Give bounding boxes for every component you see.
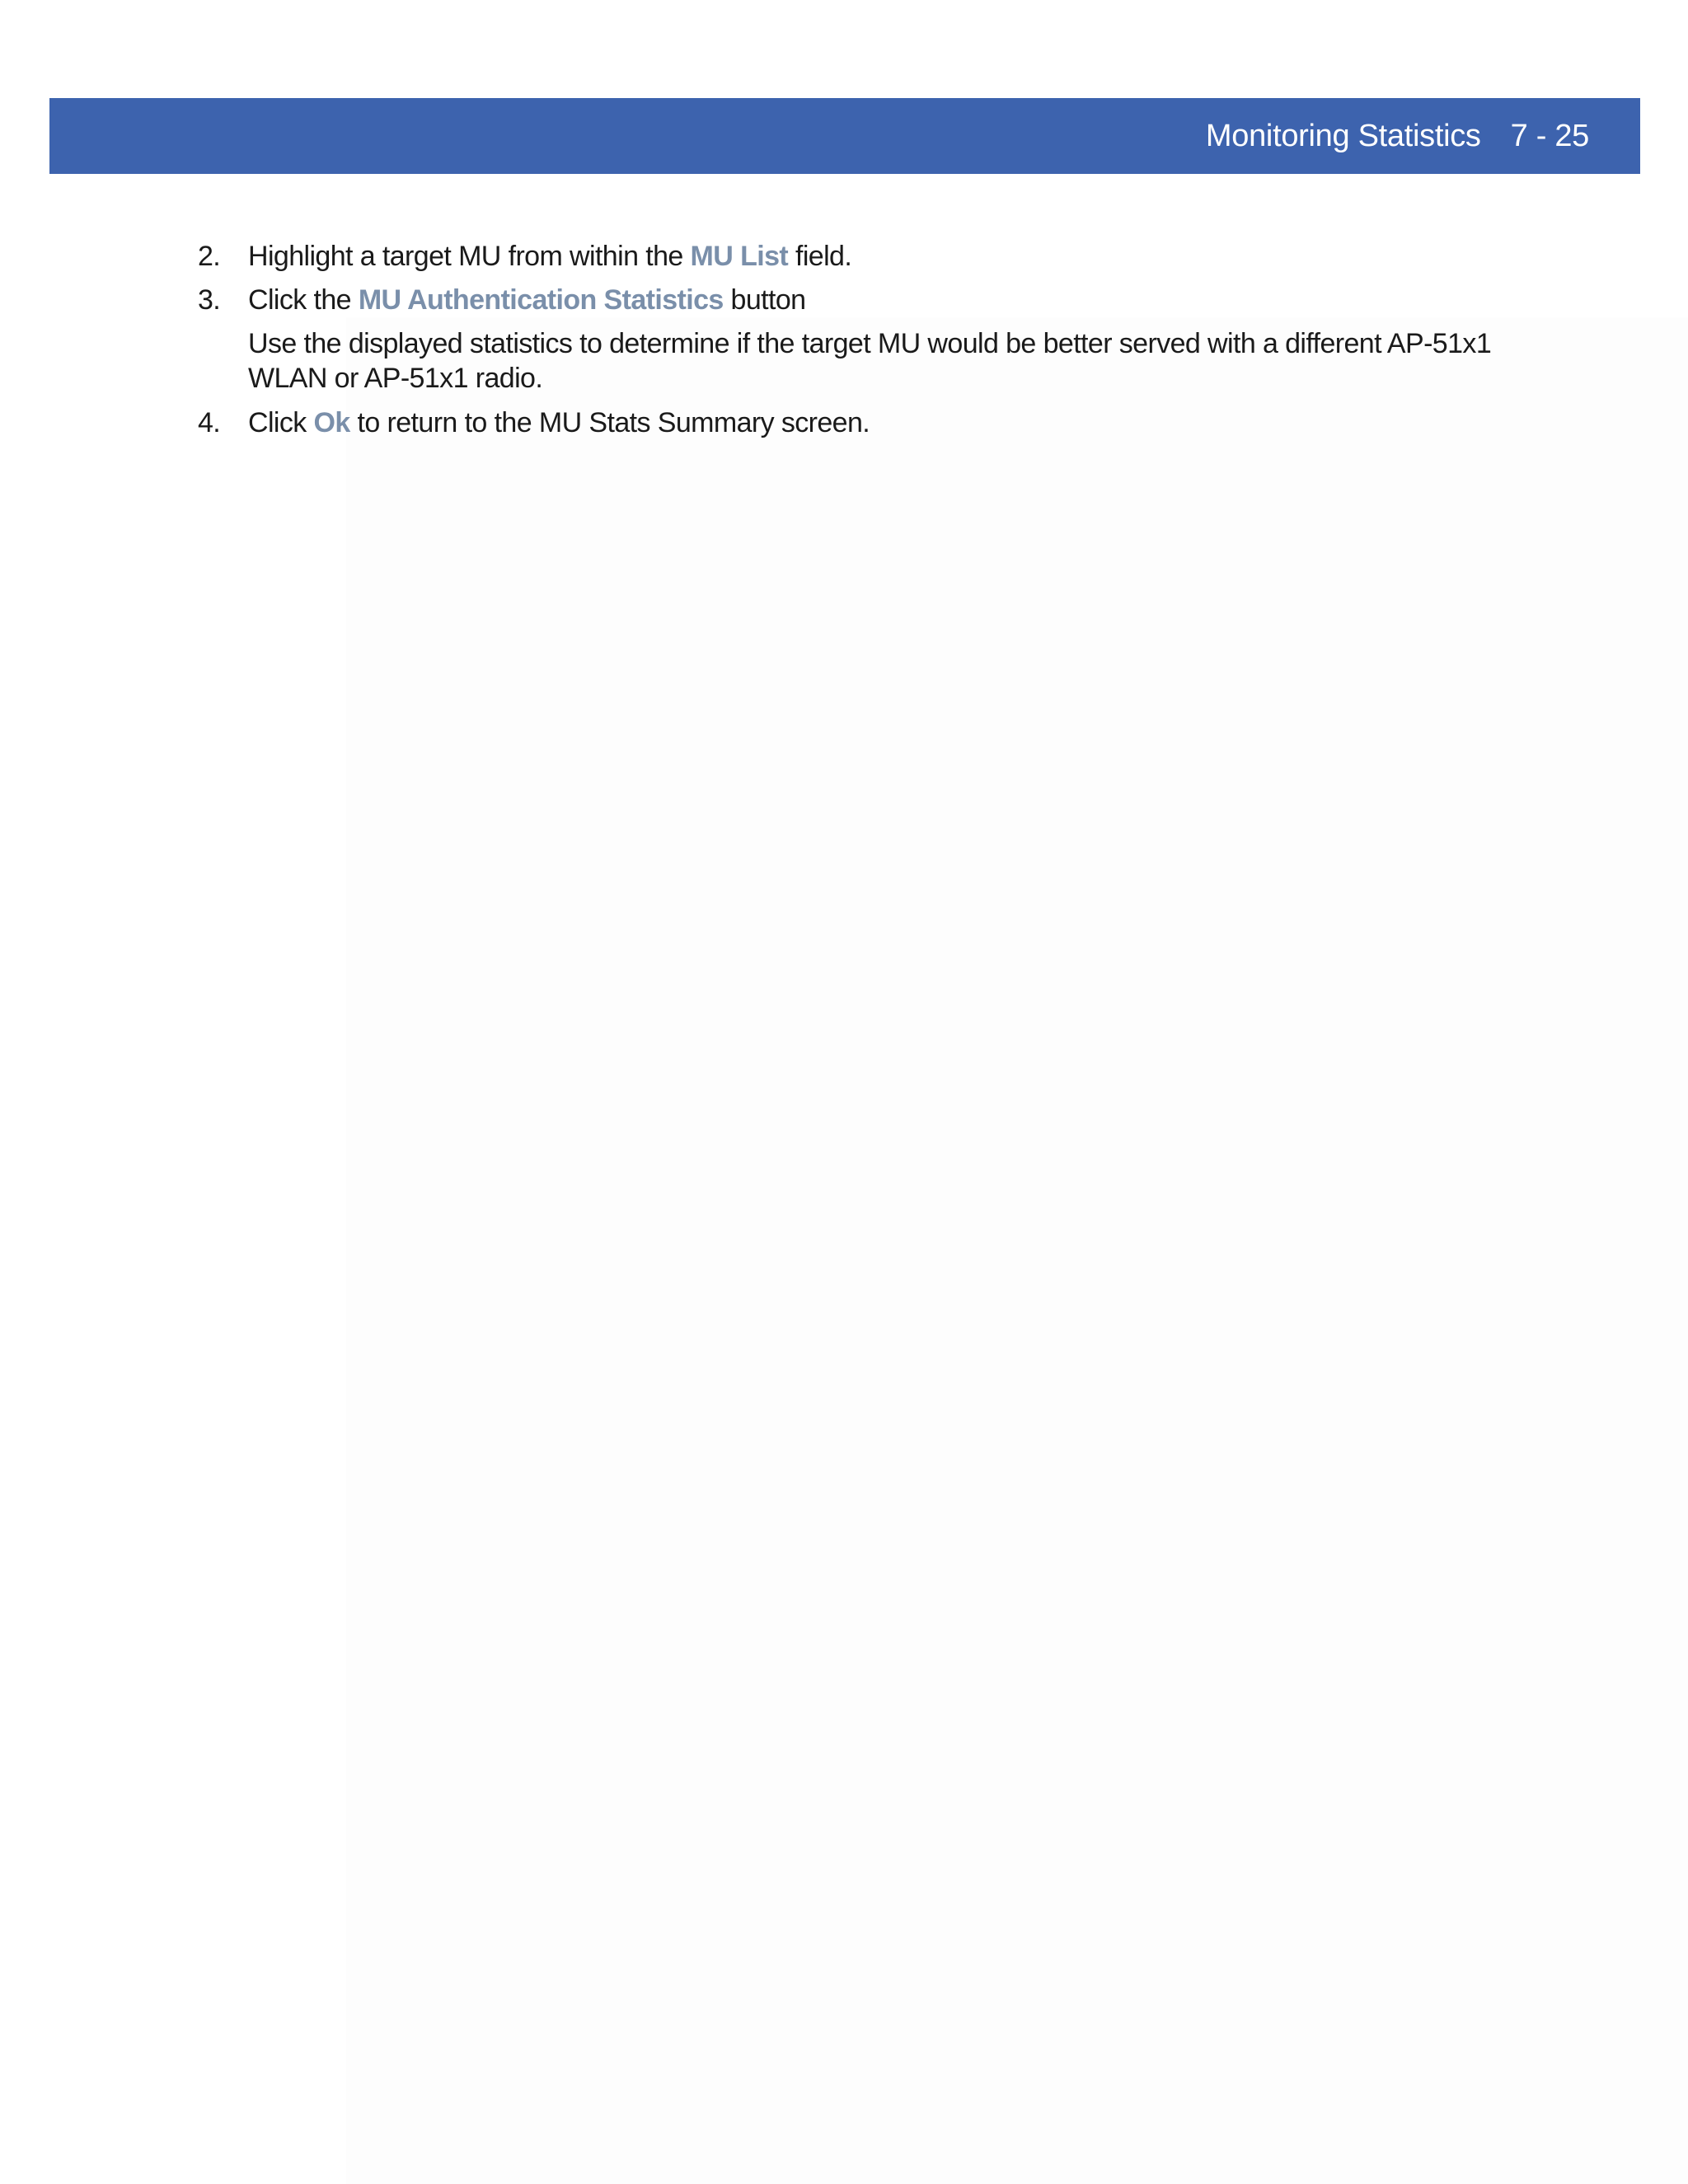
- step-text: field.: [788, 241, 852, 272]
- step-3-note: Use the displayed statistics to determine if the target MU would be better served with a different AP-51x1 WLAN or AP-51x1 radio.: [248, 328, 1492, 394]
- step-text: Highlight a target MU from within the: [248, 241, 691, 272]
- step-text: Click: [248, 407, 314, 438]
- header-title: Monitoring Statistics: [1205, 119, 1481, 153]
- step-text: to return to the MU Stats Summary screen.: [349, 407, 870, 438]
- step-number: 2.: [198, 241, 221, 272]
- step-4: [198, 405, 1599, 440]
- ui-term-mu-list: MU List: [690, 241, 789, 272]
- step-3: [198, 283, 1599, 317]
- ui-term-mu-authentication-statistics: MU Authentication Statistics: [358, 284, 724, 316]
- running-header: [1206, 98, 1589, 174]
- page-background: [346, 317, 1688, 2184]
- step-number: 4.: [198, 407, 221, 438]
- page-number: 7 - 25: [1510, 119, 1589, 153]
- step-text: Click the: [248, 284, 359, 316]
- step-2: [198, 239, 1599, 274]
- ui-term-ok: Ok: [313, 407, 350, 438]
- step-number: 3.: [198, 284, 221, 316]
- step-text: button: [723, 284, 806, 316]
- document-body: [198, 239, 1599, 449]
- header-band: [49, 98, 1640, 174]
